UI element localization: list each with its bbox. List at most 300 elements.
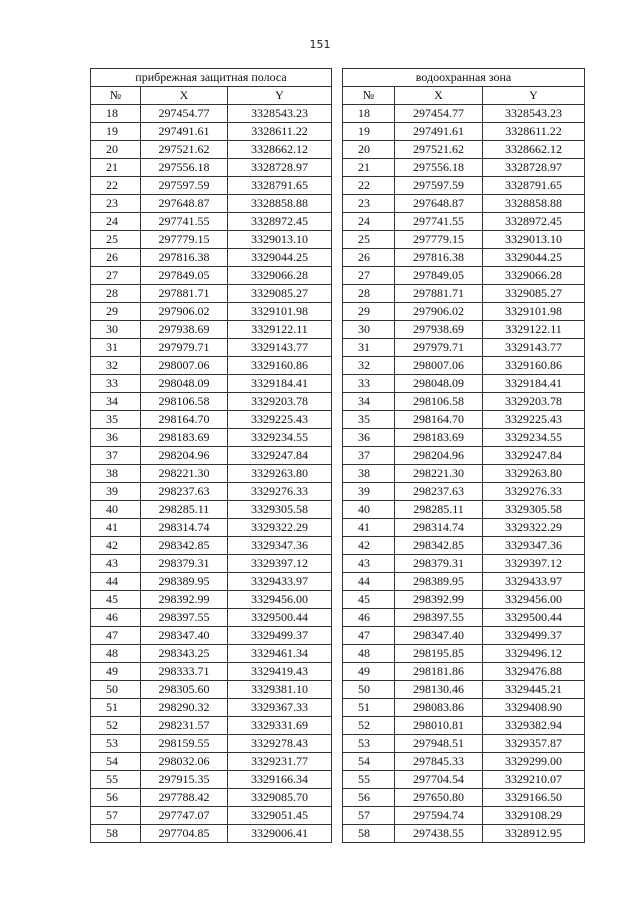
y-coordinate-cell: 3328912.95 [483, 825, 585, 843]
point-number-cell: 30 [343, 321, 395, 339]
y-coordinate-cell: 3328858.88 [483, 195, 585, 213]
point-number-cell: 53 [343, 735, 395, 753]
table-row [343, 789, 585, 807]
x-coordinate-cell: 297521.62 [395, 141, 483, 159]
x-coordinate-cell: 297849.05 [395, 267, 483, 285]
y-coordinate-cell: 3329122.11 [228, 321, 332, 339]
y-coordinate-cell: 3328662.12 [228, 141, 332, 159]
x-coordinate-cell: 297881.71 [141, 285, 228, 303]
point-number-cell: 20 [91, 141, 141, 159]
table-row [343, 753, 585, 771]
table-row [91, 591, 332, 609]
point-number-cell: 24 [91, 213, 141, 231]
x-coordinate-cell: 298007.06 [141, 357, 228, 375]
table-row [91, 249, 332, 267]
x-coordinate-cell: 298392.99 [395, 591, 483, 609]
point-number-cell: 47 [343, 627, 395, 645]
x-coordinate-cell: 297881.71 [395, 285, 483, 303]
point-number-cell: 18 [91, 105, 141, 123]
point-number-cell: 55 [343, 771, 395, 789]
x-coordinate-cell: 297454.77 [141, 105, 228, 123]
y-coordinate-cell: 3329203.78 [483, 393, 585, 411]
x-column-header: X [395, 87, 483, 105]
y-coordinate-cell: 3329143.77 [483, 339, 585, 357]
table-row [91, 645, 332, 663]
table-row [343, 303, 585, 321]
point-number-cell: 40 [91, 501, 141, 519]
y-coordinate-cell: 3329496.12 [483, 645, 585, 663]
x-coordinate-cell: 298285.11 [395, 501, 483, 519]
x-coordinate-cell: 298032.06 [141, 753, 228, 771]
table-row [343, 249, 585, 267]
x-coordinate-cell: 297597.59 [141, 177, 228, 195]
x-coordinate-cell: 298392.99 [141, 591, 228, 609]
table-row [91, 159, 332, 177]
point-number-cell: 44 [343, 573, 395, 591]
y-coordinate-cell: 3328543.23 [483, 105, 585, 123]
y-coordinate-cell: 3329122.11 [483, 321, 585, 339]
point-number-cell: 32 [343, 357, 395, 375]
point-number-cell: 33 [343, 375, 395, 393]
x-coordinate-cell: 297454.77 [395, 105, 483, 123]
point-number-cell: 26 [91, 249, 141, 267]
y-coordinate-cell: 3328858.88 [228, 195, 332, 213]
x-coordinate-cell: 298342.85 [141, 537, 228, 555]
x-coordinate-cell: 297845.33 [395, 753, 483, 771]
y-coordinate-cell: 3329382.94 [483, 717, 585, 735]
x-coordinate-cell: 298183.69 [141, 429, 228, 447]
number-column-header: № [91, 87, 141, 105]
point-number-cell: 41 [343, 519, 395, 537]
x-coordinate-cell: 298379.31 [141, 555, 228, 573]
table-row [91, 717, 332, 735]
point-number-cell: 58 [91, 825, 141, 843]
y-coordinate-cell: 3329184.41 [483, 375, 585, 393]
x-coordinate-cell: 297938.69 [395, 321, 483, 339]
y-coordinate-cell: 3328611.22 [228, 123, 332, 141]
y-coordinate-cell: 3328728.97 [228, 159, 332, 177]
y-coordinate-cell: 3329044.25 [228, 249, 332, 267]
table-row [343, 537, 585, 555]
table-row [91, 681, 332, 699]
y-coordinate-cell: 3329066.28 [483, 267, 585, 285]
point-number-cell: 30 [91, 321, 141, 339]
point-number-cell: 42 [91, 537, 141, 555]
y-coordinate-cell: 3329013.10 [483, 231, 585, 249]
x-coordinate-cell: 297556.18 [395, 159, 483, 177]
table-row [343, 375, 585, 393]
table-row [343, 123, 585, 141]
table-row [91, 663, 332, 681]
point-number-cell: 24 [343, 213, 395, 231]
table-row [91, 735, 332, 753]
table-row [343, 501, 585, 519]
x-coordinate-cell: 298183.69 [395, 429, 483, 447]
x-coordinate-cell: 298314.74 [141, 519, 228, 537]
y-coordinate-cell: 3329347.36 [483, 537, 585, 555]
point-number-cell: 57 [343, 807, 395, 825]
x-coordinate-cell: 297979.71 [395, 339, 483, 357]
y-coordinate-cell: 3328972.45 [228, 213, 332, 231]
table-row [343, 681, 585, 699]
x-coordinate-cell: 298106.58 [395, 393, 483, 411]
x-coordinate-cell: 297491.61 [395, 123, 483, 141]
y-coordinate-cell: 3329276.33 [228, 483, 332, 501]
point-number-cell: 53 [91, 735, 141, 753]
y-coordinate-cell: 3329500.44 [483, 609, 585, 627]
x-coordinate-cell: 298314.74 [395, 519, 483, 537]
x-coordinate-cell: 297556.18 [141, 159, 228, 177]
y-coordinate-cell: 3329101.98 [228, 303, 332, 321]
y-coordinate-cell: 3329160.86 [228, 357, 332, 375]
y-coordinate-cell: 3329108.29 [483, 807, 585, 825]
table-row [343, 429, 585, 447]
table-row [343, 699, 585, 717]
point-number-cell: 57 [91, 807, 141, 825]
x-coordinate-cell: 298389.95 [395, 573, 483, 591]
table-row [91, 753, 332, 771]
table-row [91, 537, 332, 555]
x-coordinate-cell: 298397.55 [395, 609, 483, 627]
x-coordinate-cell: 297491.61 [141, 123, 228, 141]
point-number-cell: 22 [91, 177, 141, 195]
point-number-cell: 55 [91, 771, 141, 789]
point-number-cell: 54 [91, 753, 141, 771]
x-coordinate-cell: 298237.63 [141, 483, 228, 501]
y-coordinate-cell: 3329225.43 [483, 411, 585, 429]
y-coordinate-cell: 3328611.22 [483, 123, 585, 141]
point-number-cell: 18 [343, 105, 395, 123]
table-row [343, 573, 585, 591]
table-row [343, 357, 585, 375]
table-row [91, 627, 332, 645]
table-row [343, 321, 585, 339]
y-coordinate-cell: 3328791.65 [228, 177, 332, 195]
point-number-cell: 35 [91, 411, 141, 429]
table-row [91, 609, 332, 627]
table-row [91, 825, 332, 843]
y-coordinate-cell: 3329305.58 [483, 501, 585, 519]
y-coordinate-cell: 3329367.33 [228, 699, 332, 717]
point-number-cell: 58 [343, 825, 395, 843]
x-coordinate-cell: 297915.35 [141, 771, 228, 789]
x-coordinate-cell: 298130.46 [395, 681, 483, 699]
point-number-cell: 36 [91, 429, 141, 447]
point-number-cell: 40 [343, 501, 395, 519]
point-number-cell: 31 [91, 339, 141, 357]
table-row [343, 447, 585, 465]
point-number-cell: 39 [91, 483, 141, 501]
table-row [343, 159, 585, 177]
y-coordinate-cell: 3329085.70 [228, 789, 332, 807]
table-row [91, 411, 332, 429]
y-coordinate-cell: 3329101.98 [483, 303, 585, 321]
table-row [343, 231, 585, 249]
x-coordinate-cell: 297597.59 [395, 177, 483, 195]
point-number-cell: 25 [343, 231, 395, 249]
point-number-cell: 21 [91, 159, 141, 177]
y-coordinate-cell: 3329381.10 [228, 681, 332, 699]
x-coordinate-cell: 298342.85 [395, 537, 483, 555]
point-number-cell: 46 [91, 609, 141, 627]
x-coordinate-cell: 297438.55 [395, 825, 483, 843]
point-number-cell: 37 [91, 447, 141, 465]
point-number-cell: 34 [343, 393, 395, 411]
x-coordinate-cell: 297938.69 [141, 321, 228, 339]
table-row [91, 807, 332, 825]
x-coordinate-cell: 297906.02 [141, 303, 228, 321]
table-row [343, 627, 585, 645]
table-row [91, 465, 332, 483]
point-number-cell: 38 [343, 465, 395, 483]
table-row [343, 285, 585, 303]
x-coordinate-cell: 298347.40 [395, 627, 483, 645]
table-row [91, 447, 332, 465]
x-coordinate-cell: 298285.11 [141, 501, 228, 519]
point-number-cell: 27 [91, 267, 141, 285]
x-coordinate-cell: 298333.71 [141, 663, 228, 681]
point-number-cell: 19 [343, 123, 395, 141]
coastal-strip-rows [91, 105, 332, 843]
table-row [91, 429, 332, 447]
y-coordinate-cell: 3328662.12 [483, 141, 585, 159]
point-number-cell: 49 [91, 663, 141, 681]
coastal-strip-table [90, 68, 332, 843]
y-coordinate-cell: 3329085.27 [228, 285, 332, 303]
y-coordinate-cell: 3329044.25 [483, 249, 585, 267]
table-row [91, 375, 332, 393]
table-row [91, 789, 332, 807]
number-column-header: № [343, 87, 395, 105]
x-coordinate-cell: 298010.81 [395, 717, 483, 735]
y-coordinate-cell: 3329013.10 [228, 231, 332, 249]
point-number-cell: 41 [91, 519, 141, 537]
y-coordinate-cell: 3329461.34 [228, 645, 332, 663]
point-number-cell: 23 [91, 195, 141, 213]
x-coordinate-cell: 298389.95 [141, 573, 228, 591]
table-row [343, 213, 585, 231]
x-coordinate-cell: 298204.96 [141, 447, 228, 465]
point-number-cell: 38 [91, 465, 141, 483]
coordinates-sheet [90, 68, 585, 843]
point-number-cell: 46 [343, 609, 395, 627]
x-column-header: X [141, 87, 228, 105]
y-coordinate-cell: 3329408.90 [483, 699, 585, 717]
y-coordinate-cell: 3329225.43 [228, 411, 332, 429]
table-row [343, 483, 585, 501]
point-number-cell: 56 [91, 789, 141, 807]
point-number-cell: 48 [91, 645, 141, 663]
table-row [91, 519, 332, 537]
x-coordinate-cell: 298204.96 [395, 447, 483, 465]
y-coordinate-cell: 3328972.45 [483, 213, 585, 231]
x-coordinate-cell: 298343.25 [141, 645, 228, 663]
x-coordinate-cell: 298305.60 [141, 681, 228, 699]
table-row [343, 555, 585, 573]
y-coordinate-cell: 3329231.77 [228, 753, 332, 771]
table-row [91, 573, 332, 591]
y-coordinate-cell: 3328543.23 [228, 105, 332, 123]
x-coordinate-cell: 297906.02 [395, 303, 483, 321]
table-row [91, 321, 332, 339]
y-coordinate-cell: 3329066.28 [228, 267, 332, 285]
x-coordinate-cell: 297849.05 [141, 267, 228, 285]
y-coordinate-cell: 3329357.87 [483, 735, 585, 753]
y-column-header: Y [483, 87, 585, 105]
point-number-cell: 23 [343, 195, 395, 213]
x-coordinate-cell: 298048.09 [395, 375, 483, 393]
point-number-cell: 52 [91, 717, 141, 735]
water-protection-zone-title: водоохранная зона [343, 69, 585, 87]
table-row [343, 465, 585, 483]
y-coordinate-cell: 3329051.45 [228, 807, 332, 825]
point-number-cell: 43 [91, 555, 141, 573]
x-coordinate-cell: 297650.80 [395, 789, 483, 807]
table-row [343, 393, 585, 411]
point-number-cell: 29 [343, 303, 395, 321]
x-coordinate-cell: 297704.54 [395, 771, 483, 789]
point-number-cell: 37 [343, 447, 395, 465]
x-coordinate-cell: 298007.06 [395, 357, 483, 375]
y-coordinate-cell: 3329322.29 [483, 519, 585, 537]
point-number-cell: 51 [343, 699, 395, 717]
coastal-strip-title: прибрежная защитная полоса [91, 69, 332, 87]
y-coordinate-cell: 3329397.12 [228, 555, 332, 573]
water-protection-zone-rows [343, 105, 585, 843]
point-number-cell: 44 [91, 573, 141, 591]
x-coordinate-cell: 298221.30 [141, 465, 228, 483]
table-row [343, 825, 585, 843]
table-row [91, 123, 332, 141]
table-row [91, 339, 332, 357]
y-coordinate-cell: 3329331.69 [228, 717, 332, 735]
point-number-cell: 19 [91, 123, 141, 141]
table-row [343, 105, 585, 123]
table-row [343, 645, 585, 663]
y-coordinate-cell: 3329166.50 [483, 789, 585, 807]
table-row [343, 195, 585, 213]
point-number-cell: 26 [343, 249, 395, 267]
table-row [91, 267, 332, 285]
table-row [343, 591, 585, 609]
y-coordinate-cell: 3329499.37 [228, 627, 332, 645]
y-coordinate-cell: 3329299.00 [483, 753, 585, 771]
table-row [91, 483, 332, 501]
table-row [91, 393, 332, 411]
y-coordinate-cell: 3329263.80 [228, 465, 332, 483]
x-coordinate-cell: 298164.70 [141, 411, 228, 429]
x-coordinate-cell: 297816.38 [395, 249, 483, 267]
x-coordinate-cell: 298106.58 [141, 393, 228, 411]
table-row [343, 663, 585, 681]
point-number-cell: 52 [343, 717, 395, 735]
point-number-cell: 54 [343, 753, 395, 771]
x-coordinate-cell: 298221.30 [395, 465, 483, 483]
y-coordinate-cell: 3329210.07 [483, 771, 585, 789]
x-coordinate-cell: 298397.55 [141, 609, 228, 627]
y-coordinate-cell: 3329006.41 [228, 825, 332, 843]
table-row [91, 303, 332, 321]
y-coordinate-cell: 3329160.86 [483, 357, 585, 375]
table-row [343, 807, 585, 825]
table-row [343, 141, 585, 159]
page-number: 151 [309, 38, 331, 51]
y-coordinate-cell: 3329347.36 [228, 537, 332, 555]
point-number-cell: 39 [343, 483, 395, 501]
point-number-cell: 22 [343, 177, 395, 195]
y-coordinate-cell: 3329397.12 [483, 555, 585, 573]
point-number-cell: 48 [343, 645, 395, 663]
point-number-cell: 43 [343, 555, 395, 573]
y-coordinate-cell: 3329278.43 [228, 735, 332, 753]
point-number-cell: 34 [91, 393, 141, 411]
point-number-cell: 49 [343, 663, 395, 681]
x-coordinate-cell: 297747.07 [141, 807, 228, 825]
point-number-cell: 42 [343, 537, 395, 555]
y-coordinate-cell: 3329419.43 [228, 663, 332, 681]
x-coordinate-cell: 297521.62 [141, 141, 228, 159]
x-coordinate-cell: 297741.55 [141, 213, 228, 231]
point-number-cell: 31 [343, 339, 395, 357]
table-row [343, 411, 585, 429]
x-coordinate-cell: 298237.63 [395, 483, 483, 501]
point-number-cell: 29 [91, 303, 141, 321]
table-row [91, 195, 332, 213]
x-coordinate-cell: 297948.51 [395, 735, 483, 753]
y-column-header: Y [228, 87, 332, 105]
x-coordinate-cell: 297741.55 [395, 213, 483, 231]
y-coordinate-cell: 3329322.29 [228, 519, 332, 537]
x-coordinate-cell: 298164.70 [395, 411, 483, 429]
x-coordinate-cell: 298290.32 [141, 699, 228, 717]
x-coordinate-cell: 298347.40 [141, 627, 228, 645]
y-coordinate-cell: 3328728.97 [483, 159, 585, 177]
y-coordinate-cell: 3329234.55 [483, 429, 585, 447]
x-coordinate-cell: 297979.71 [141, 339, 228, 357]
point-number-cell: 27 [343, 267, 395, 285]
y-coordinate-cell: 3329203.78 [228, 393, 332, 411]
table-row [91, 105, 332, 123]
table-row [343, 717, 585, 735]
x-coordinate-cell: 298048.09 [141, 375, 228, 393]
y-coordinate-cell: 3329247.84 [483, 447, 585, 465]
x-coordinate-cell: 298379.31 [395, 555, 483, 573]
x-coordinate-cell: 298231.57 [141, 717, 228, 735]
x-coordinate-cell: 297704.85 [141, 825, 228, 843]
x-coordinate-cell: 297779.15 [141, 231, 228, 249]
table-row [91, 285, 332, 303]
x-coordinate-cell: 297816.38 [141, 249, 228, 267]
table-row [91, 699, 332, 717]
point-number-cell: 47 [91, 627, 141, 645]
point-number-cell: 50 [91, 681, 141, 699]
point-number-cell: 45 [91, 591, 141, 609]
y-coordinate-cell: 3329247.84 [228, 447, 332, 465]
point-number-cell: 50 [343, 681, 395, 699]
x-coordinate-cell: 298181.86 [395, 663, 483, 681]
table-row [343, 735, 585, 753]
point-number-cell: 35 [343, 411, 395, 429]
x-coordinate-cell: 297648.87 [395, 195, 483, 213]
table-row [91, 771, 332, 789]
y-coordinate-cell: 3329499.37 [483, 627, 585, 645]
point-number-cell: 20 [343, 141, 395, 159]
table-row [91, 177, 332, 195]
y-coordinate-cell: 3329085.27 [483, 285, 585, 303]
y-coordinate-cell: 3329500.44 [228, 609, 332, 627]
y-coordinate-cell: 3329184.41 [228, 375, 332, 393]
table-row [343, 519, 585, 537]
